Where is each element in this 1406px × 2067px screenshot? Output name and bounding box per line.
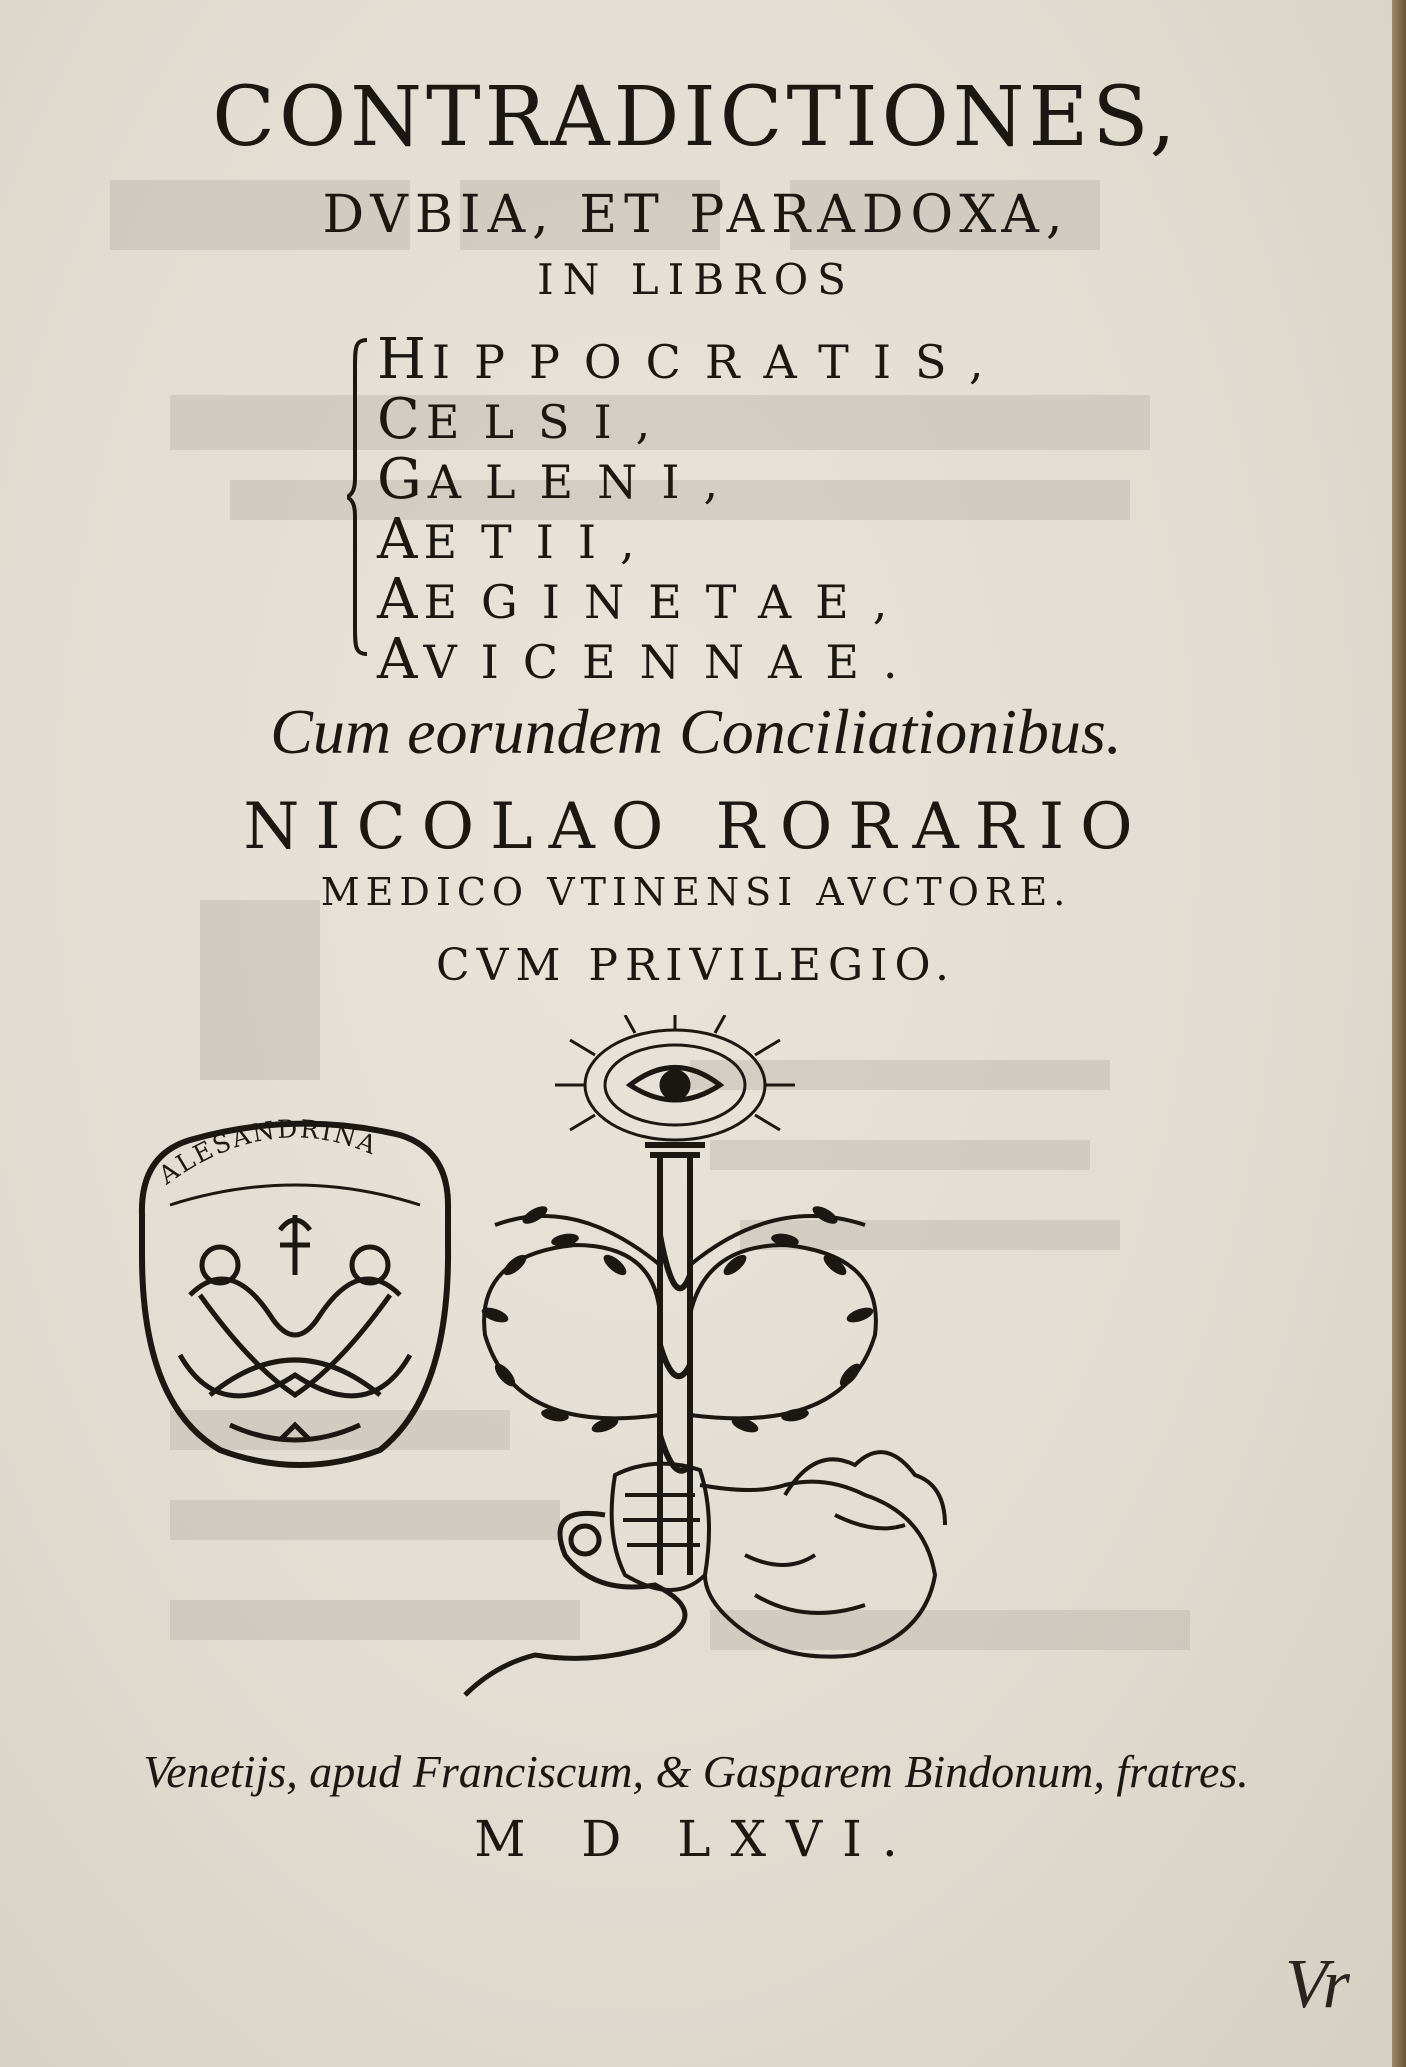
serpent-icon	[465, 1513, 685, 1695]
authors-list	[355, 327, 1008, 692]
author-name: IPPOCRATIS,	[431, 335, 1008, 389]
author-name: EGINETAE,	[423, 575, 912, 629]
privilege-line: CVM PRIVILEGIO.	[435, 940, 957, 991]
staff-icon	[645, 1145, 705, 1575]
author-role: MEDICO VTINENSI AVCTORE.	[320, 870, 1072, 914]
publication-date: M D LXVI.	[474, 1810, 918, 1868]
author-initial: G	[377, 447, 428, 512]
author-celsi	[377, 387, 1008, 452]
author-hippocratis	[377, 327, 1008, 392]
author-name: NICOLAO RORARIO	[243, 790, 1149, 864]
printers-device-woodcut	[455, 1015, 1015, 1715]
author-name: ALENI,	[427, 455, 743, 509]
author-name: ELSI,	[425, 395, 675, 449]
author-aetii	[377, 507, 1008, 572]
title-line-3: IN LIBROS	[537, 255, 855, 304]
book-edge	[1392, 0, 1406, 2067]
subtitle: Cum eorundem Conciliationibus.	[270, 696, 1122, 767]
author-galeni	[377, 447, 1008, 512]
author-initial: H	[377, 327, 432, 392]
author-initial: A	[377, 507, 424, 572]
title-line-1: CONTRADICTIONES,	[212, 70, 1180, 165]
handwritten-note: Vr	[1285, 1946, 1350, 2023]
imprint-line: Venetijs, apud Franciscum, & Gasparem Bindonum, fratres.	[143, 1746, 1249, 1797]
laurel-branches-icon	[484, 1216, 876, 1418]
author-aeginetae	[377, 567, 1008, 632]
author-initial: A	[377, 567, 424, 632]
author-avicennae	[377, 627, 1008, 692]
author-initial: C	[377, 387, 426, 452]
curly-brace-icon	[347, 338, 371, 656]
author-name: VICENNAE.	[423, 635, 922, 689]
radiant-eye-icon	[555, 1015, 795, 1140]
author-name: ETII,	[423, 515, 659, 569]
title-line-2: DVBIA, ET PARADOXA,	[322, 185, 1070, 245]
library-stamp	[130, 1095, 460, 1475]
author-initial: A	[377, 627, 424, 692]
stamp-label: ALESANDRINA	[153, 1114, 383, 1190]
